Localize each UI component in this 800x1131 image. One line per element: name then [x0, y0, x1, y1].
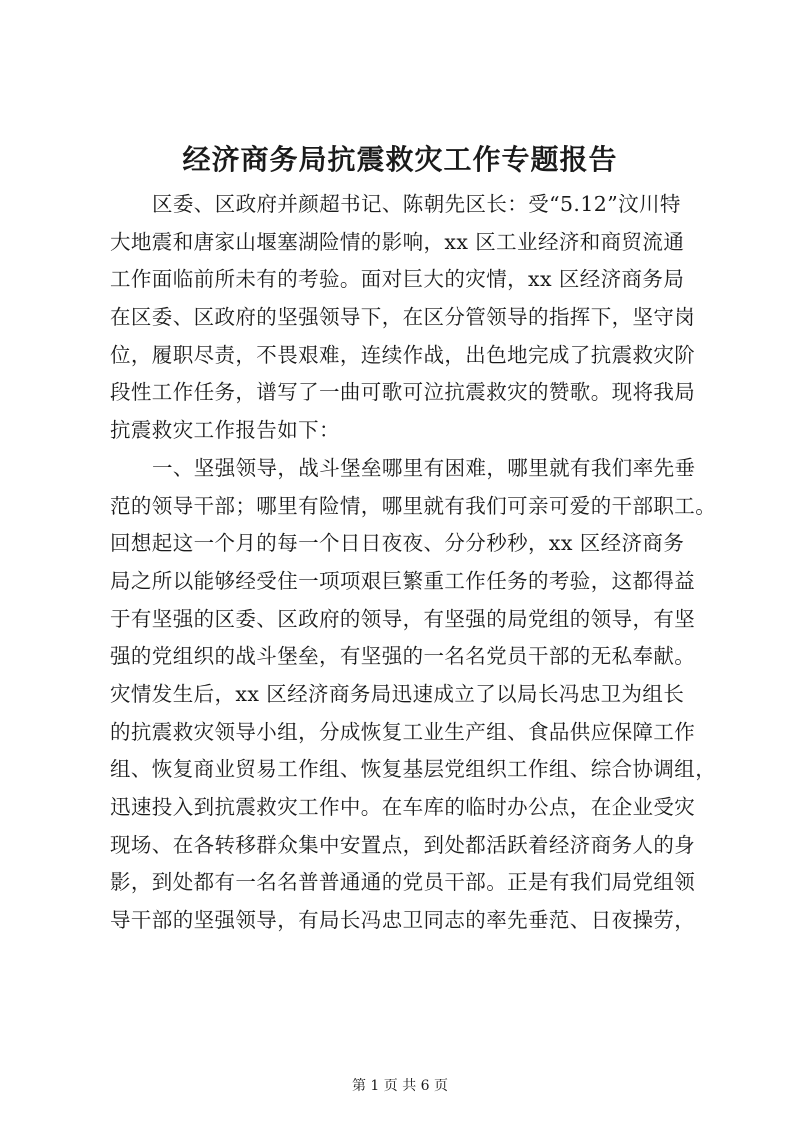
document-body	[110, 186, 720, 940]
paragraph-line: 回想起这一个月的每一个日日夜夜、分分秒秒，xx 区经济商务	[110, 531, 685, 556]
page-number-footer: 第 1 页 共 6 页	[351, 1078, 449, 1094]
paragraph-line: 区委、区政府并颜超书记、陈朝先区长：受“5.12”汶川特	[152, 192, 681, 216]
document-title: 经济商务局抗震救灾工作专题报告	[182, 143, 618, 176]
paragraph-line: 工作面临前所未有的考验。面对巨大的灾情，xx 区经济商务局	[110, 267, 685, 292]
paragraph-line: 位，履职尽责，不畏艰难，连续作战，出色地完成了抗震救灾阶	[110, 342, 696, 367]
paragraph-line: 一、坚强领导，战斗堡垒哪里有困难，哪里就有我们率先垂	[152, 455, 696, 480]
paragraph-line: 导干部的坚强领导，有局长冯忠卫同志的率先垂范、日夜操劳，	[110, 908, 696, 933]
paragraph-line: 大地震和唐家山堰塞湖险情的影响，xx 区工业经济和商贸流通	[110, 229, 685, 254]
paragraph-line: 迅速投入到抗震救灾工作中。在车库的临时办公点，在企业受灾	[110, 795, 696, 819]
paragraph-line: 强的党组织的战斗堡垒，有坚强的一名名党员干部的无私奉献。	[110, 644, 696, 669]
paragraph-line: 段性工作任务，谱写了一曲可歌可泣抗震救灾的赞歌。现将我局	[110, 380, 696, 405]
paragraph-line: 在区委、区政府的坚强领导下，在区分管领导的指挥下，坚守岗	[110, 305, 696, 330]
paragraph-line: 范的领导干部；哪里有险情，哪里就有我们可亲可爱的干部职工。	[110, 493, 717, 518]
paragraph-line: 的抗震救灾领导小组，分成恢复工业生产组、食品供应保障工作	[110, 719, 696, 744]
paragraph-line: 局之所以能够经受住一项项艰巨繁重工作任务的考验，这都得益	[110, 568, 696, 593]
paragraph-line: 组、恢复商业贸易工作组、恢复基层党组织工作组、综合协调组，	[110, 757, 717, 782]
paragraph-line: 灾情发生后，xx 区经济商务局迅速成立了以局长冯忠卫为组长	[110, 681, 685, 706]
paragraph-line: 于有坚强的区委、区政府的领导，有坚强的局党组的领导，有坚	[110, 606, 696, 631]
paragraph-line: 影，到处都有一名名普普通通的党员干部。正是有我们局党组领	[110, 870, 696, 895]
paragraph-line: 抗震救灾工作报告如下：	[110, 418, 340, 443]
paragraph-line: 现场、在各转移群众集中安置点，到处都活跃着经济商务人的身	[110, 832, 696, 857]
